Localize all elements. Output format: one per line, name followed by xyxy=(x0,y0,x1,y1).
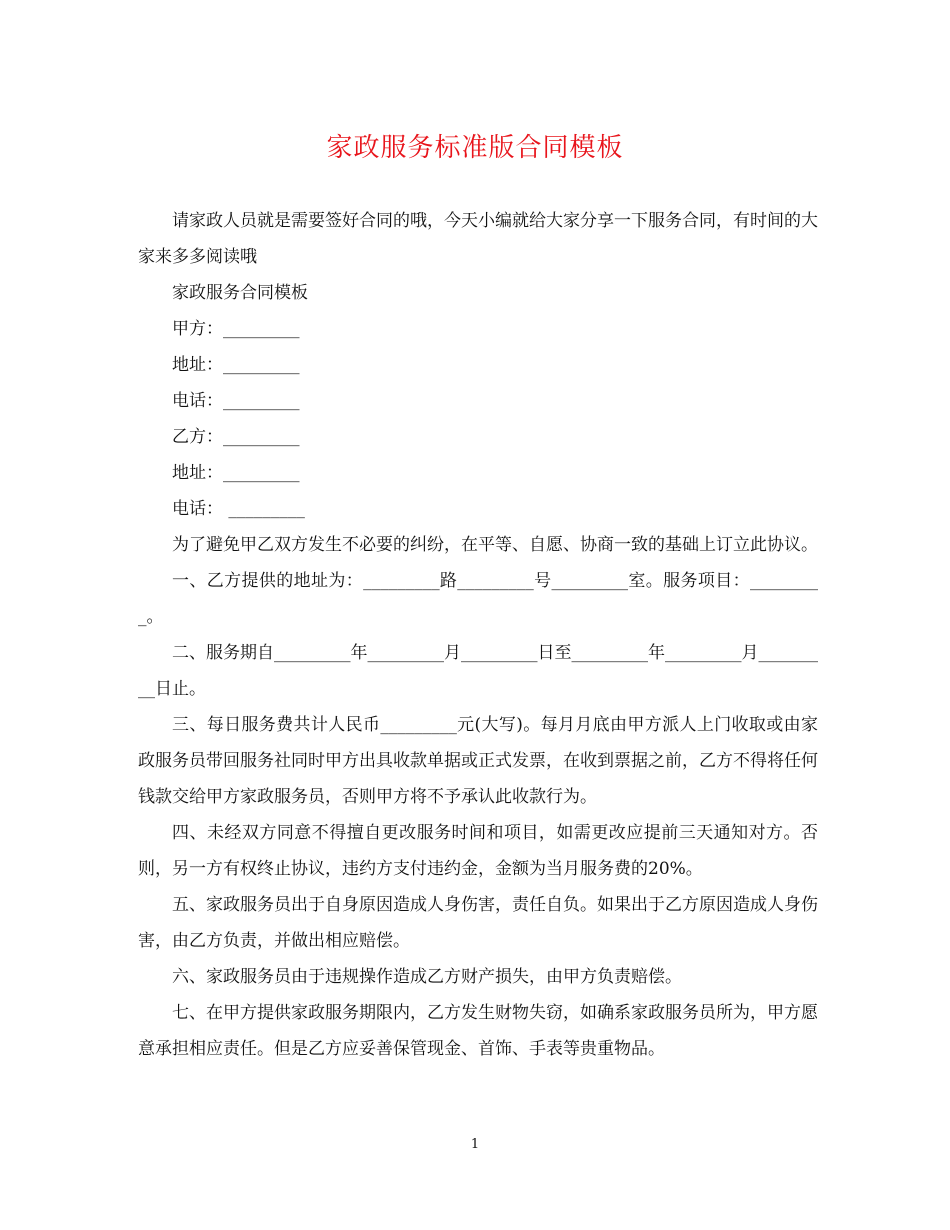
intro-paragraph: 请家政人员就是需要签好合同的哦，今天小编就给大家分享一下服务合同，有时间的大家来多多阅读哦 xyxy=(138,211,818,267)
clause-2: 二、服务期自_________年_________月_________日至_________年_________月_________日止。 xyxy=(138,643,818,699)
party-b-field: 乙方：_________ xyxy=(172,427,300,447)
document-title: 家政服务标准版合同模板 xyxy=(326,133,624,163)
clause-1: 一、乙方提供的地址为：_________路_________号_________室。服务项目：_________。 xyxy=(138,571,818,627)
page-number: 1 xyxy=(470,1137,480,1152)
contract-heading: 家政服务合同模板 xyxy=(172,283,308,303)
clause-7: 七、在甲方提供家政服务期限内，乙方发生财物失窃，如确系家政服务员所为，甲方愿意承担相应责任。但是乙方应妥善保管现金、首饰、手表等贵重物品。 xyxy=(138,1003,818,1059)
clause-4: 四、未经双方同意不得擅自更改服务时间和项目，如需更改应提前三天通知对方。否则，另一方有权终止协议，违约方支付违约金，金额为当月服务费的20%。 xyxy=(138,823,818,879)
preamble-paragraph: 为了避免甲乙双方发生不必要的纠纷，在平等、自愿、协商一致的基础上订立此协议。 xyxy=(172,535,818,555)
document-body xyxy=(138,203,818,1067)
party-a-field: 甲方：_________ xyxy=(172,319,300,339)
clause-5: 五、家政服务员出于自身原因造成人身伤害，责任自负。如果出于乙方原因造成人身伤害，由乙方负责，并做出相应赔偿。 xyxy=(138,895,818,951)
clause-6: 六、家政服务员由于违规操作造成乙方财产损失，由甲方负责赔偿。 xyxy=(172,967,682,987)
party-a-address-field: 地址：_________ xyxy=(172,355,300,375)
clause-3: 三、每日服务费共计人民币_________元(大写)。每月月底由甲方派人上门收取或由家政服务员带回服务社同时甲方出具收款单据或正式发票，在收到票据之前，乙方不得将任何钱款交给甲方家政服务员，否则甲方将不予承认此收款行为。 xyxy=(138,715,818,807)
party-a-phone-field: 电话：_________ xyxy=(172,391,300,411)
party-b-phone-field: 电话： _________ xyxy=(172,499,305,519)
party-b-address-field: 地址：_________ xyxy=(172,463,300,483)
